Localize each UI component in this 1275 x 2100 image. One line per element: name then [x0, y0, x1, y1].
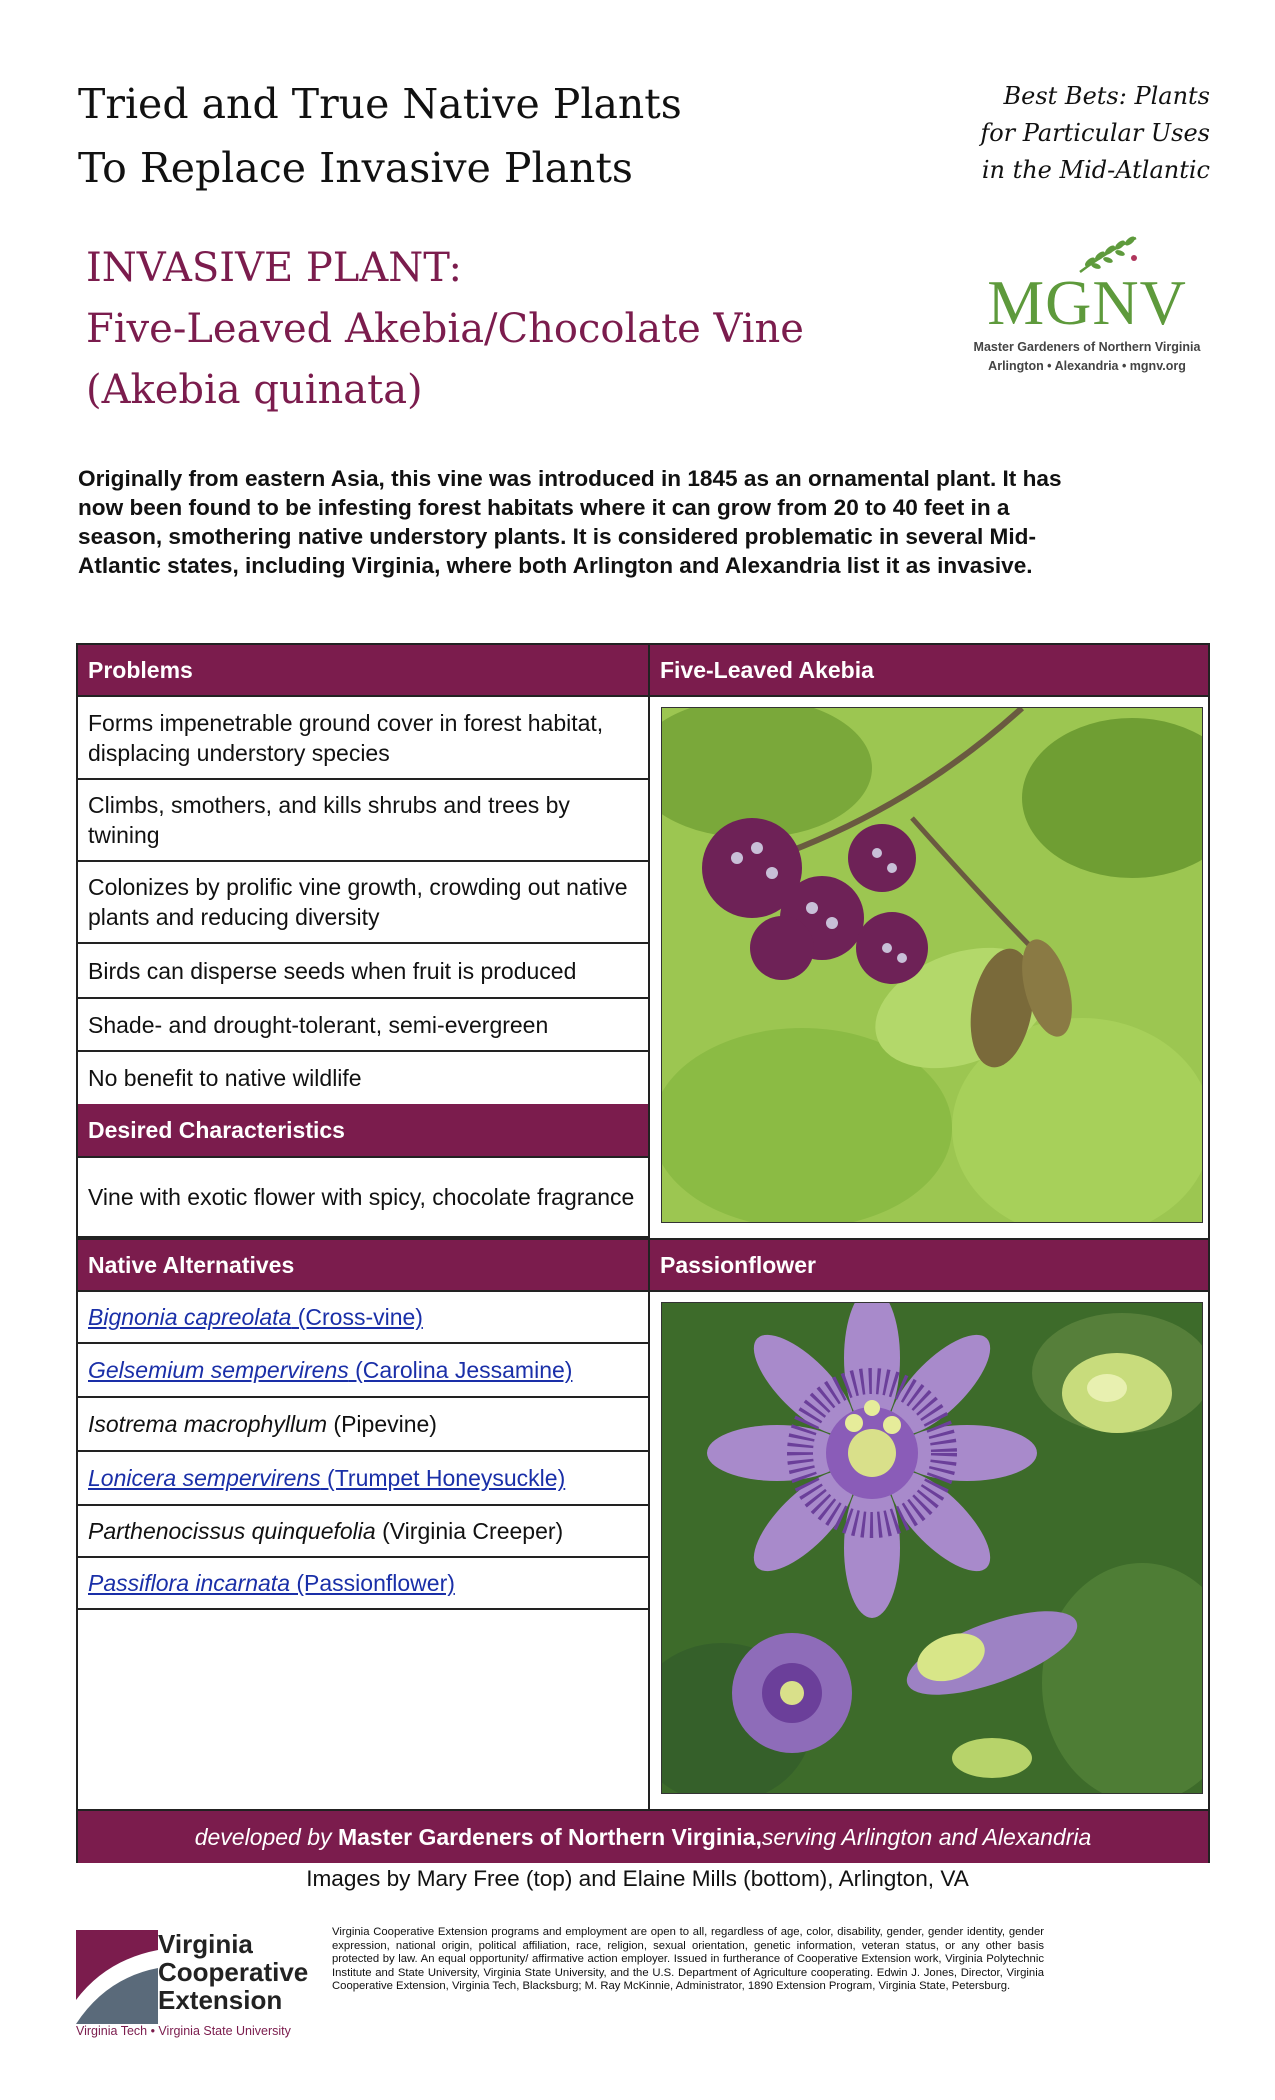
- title-line-1: Tried and True Native Plants: [78, 80, 682, 128]
- desired-item: Vine with exotic flower with spicy, chocolate fragrance: [78, 1156, 648, 1238]
- mgnv-wordmark: MGNV: [987, 267, 1187, 338]
- alternative-common-name: (Cross-vine): [291, 1304, 423, 1330]
- mgnv-locations: Arlington • Alexandria • mgnv.org: [988, 359, 1186, 373]
- developed-by-text: developed by: [194, 1823, 332, 1850]
- alternative-scientific-name: Passiflora incarnata: [88, 1570, 290, 1596]
- alternative-common-name: (Pipevine): [327, 1411, 437, 1437]
- series-line-3: in the Mid-Atlantic: [981, 156, 1210, 184]
- info-table: [76, 643, 1210, 1863]
- invasive-label: INVASIVE PLANT:: [86, 245, 462, 291]
- problem-item: Climbs, smothers, and kills shrubs and trees by twining: [78, 780, 648, 862]
- problem-item: Colonizes by prolific vine growth, crowding out native plants and reducing diversity: [78, 862, 648, 944]
- alternative-common-name: (Passionflower): [290, 1570, 455, 1596]
- desired-characteristics-header: Desired Characteristics: [78, 1104, 648, 1156]
- passionflower-photo: [661, 1302, 1203, 1794]
- alternative-scientific-name: Lonicera sempervirens: [88, 1465, 321, 1491]
- mgnv-org-name: Master Gardeners of Northern Virginia: [973, 340, 1201, 354]
- invasive-scientific-name: (Akebia quinata): [86, 367, 423, 413]
- invasive-common-name: Five-Leaved Akebia/Chocolate Vine: [86, 306, 804, 352]
- intro-paragraph: Originally from eastern Asia, this vine was introduced in 1845 as an ornamental plant. It has now been found to be infesting forest habitats where it can grow from 20 to 40 feet in a season, smothering native understory plants. It is considered problematic in several Mid-Atlantic states, including Virginia, where both Arlington and Alexandria list it as invasive.: [78, 466, 1062, 578]
- problem-item: Birds can disperse seeds when fruit is produced: [78, 944, 648, 999]
- alternative-common-name: (Virginia Creeper): [375, 1518, 564, 1544]
- mgnv-logo: [966, 232, 1208, 372]
- alternative-common-name: (Carolina Jessamine): [348, 1357, 573, 1383]
- native-alternatives-header: Native Alternatives: [78, 1240, 648, 1290]
- image-credits: Images by Mary Free (top) and Elaine Mills (bottom), Arlington, VA: [306, 1866, 969, 1891]
- passionflower-photo-header: Passionflower: [650, 1240, 1208, 1290]
- legal-notice: Virginia Cooperative Extension programs and employment are open to all, regardless of age, color, disability, gender, gender identity, gender expression, national origin, political affiliation, race, religion, sexual orientation, genetic information, veteran status, or any other basis protected by law. An equal opportunity/ affirmative action employer. Issued in furtherance of Cooperative Extension work, Virginia Polytechnic Institute and State University, Virginia State University, and the U.S. Department of Agriculture cooperating. Edwin J. Jones, Director, Virginia Cooperative Extension, Virginia Tech, Blacksburg; M. Ray McKinnie, Administrator, 1890 Extension Program, Virginia State, Petersburg.: [332, 1926, 1044, 1993]
- alternative-scientific-name: Isotrema macrophyllum: [88, 1411, 328, 1437]
- problem-item: Forms impenetrable ground cover in forest habitat, displacing understory species: [78, 697, 648, 780]
- problem-item: No benefit to native wildlife: [88, 1065, 362, 1091]
- developed-by-bar: [78, 1809, 1208, 1863]
- alternative-item: [78, 1506, 648, 1558]
- vce-swoosh-icon: [76, 1930, 158, 2024]
- alternative-item[interactable]: [78, 1558, 648, 1610]
- alternative-scientific-name: Parthenocissus quinquefolia: [88, 1518, 376, 1544]
- page-title: [78, 72, 682, 200]
- series-line-2: for Particular Uses: [980, 119, 1210, 147]
- alternative-scientific-name: Gelsemium sempervirens: [88, 1357, 349, 1383]
- title-line-2: To Replace Invasive Plants: [78, 144, 633, 192]
- akebia-photo: [661, 707, 1203, 1223]
- alternative-common-name: (Trumpet Honeysuckle): [320, 1465, 566, 1491]
- series-line-1: Best Bets: Plants: [1003, 82, 1210, 110]
- alternative-item[interactable]: [78, 1452, 648, 1506]
- serving-text: serving Arlington and Alexandria: [761, 1823, 1092, 1850]
- developer-org: Master Gardeners of Northern Virginia,: [337, 1823, 762, 1850]
- alternative-item[interactable]: [78, 1292, 648, 1344]
- series-title: [980, 78, 1210, 189]
- problems-header: Problems: [78, 645, 648, 695]
- akebia-photo-header: Five-Leaved Akebia: [650, 645, 1208, 695]
- alternative-item[interactable]: [78, 1344, 648, 1398]
- invasive-plant-heading: [86, 238, 804, 421]
- vce-universities: Virginia Tech • Virginia State University: [76, 2024, 291, 2038]
- alternative-scientific-name: Bignonia capreolata: [88, 1304, 292, 1330]
- vce-name: Virginia Cooperative Extension: [158, 1929, 309, 2015]
- vce-logo: [76, 1926, 326, 2036]
- problem-item: Shade- and drought-tolerant, semi-evergreen: [78, 999, 648, 1052]
- alternative-item: [78, 1398, 648, 1452]
